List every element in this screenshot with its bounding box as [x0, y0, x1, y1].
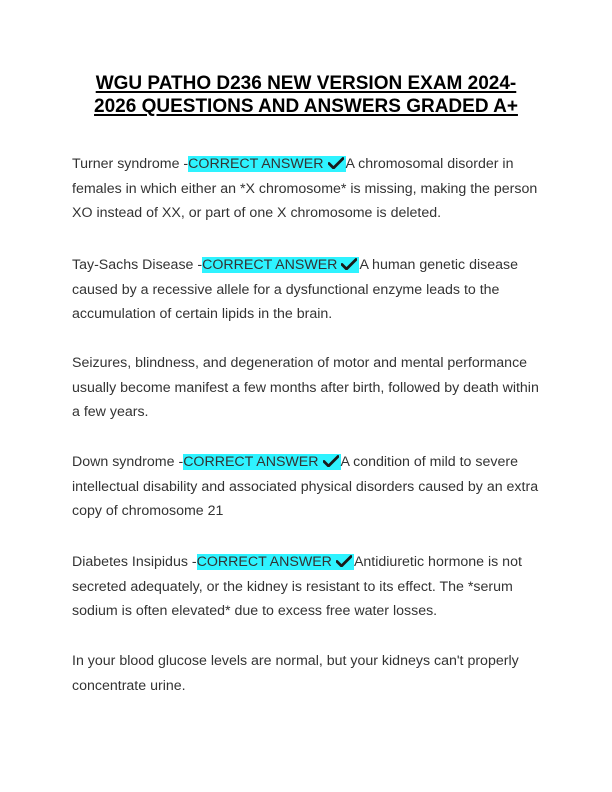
qa-answer-line: intellectual disability and associated physical disorders caused by an extra	[72, 478, 539, 495]
qa-item-diabetes-insipidus	[72, 550, 542, 624]
correct-answer-label: CORRECT ANSWER	[183, 454, 319, 470]
correct-answer-marker	[202, 257, 359, 273]
qa-answer-line: XO instead of XX, or part of one X chromosome is deleted.	[72, 205, 442, 221]
correct-answer-marker	[183, 454, 340, 470]
qa-answer-start: Antidiuretic hormone is not	[353, 554, 522, 570]
note-line: usually become manifest a few months after birth, followed by death within	[72, 379, 539, 396]
note-line: Seizures, blindness, and degeneration of motor and mental performance	[72, 355, 528, 371]
correct-answer-marker	[188, 156, 345, 172]
correct-answer-label: CORRECT ANSWER	[196, 554, 332, 570]
qa-answer-line: sodium is often elevated* due to excess free water losses.	[72, 603, 438, 619]
checkmark-icon	[341, 258, 357, 270]
correct-answer-marker	[197, 554, 354, 570]
qa-item-tay-sachs-disease	[72, 253, 542, 327]
title-line-1: WGU PATHO D236 NEW VERSION EXAM 2024-	[95, 73, 517, 94]
note-line: In your blood glucose levels are normal, but your kidneys can't properly	[72, 653, 519, 669]
qa-item-down-syndrome	[72, 450, 542, 524]
qa-answer-line: caused by a recessive allele for a dysfunctional enzyme leads to the	[72, 281, 500, 298]
correct-answer-label: CORRECT ANSWER	[188, 156, 324, 172]
qa-answer-start: A condition of mild to severe	[340, 454, 518, 470]
qa-term: Turner syndrome -	[72, 156, 189, 172]
qa-answer-line: females in which either an *X chromosome* is missing, making the person	[72, 180, 538, 197]
note-paragraph	[72, 351, 542, 425]
qa-item-turner-syndrome	[72, 152, 542, 226]
note-line: concentrate urine.	[72, 677, 186, 694]
qa-answer-start: A chromosomal disorder in	[345, 156, 514, 172]
note-line: a few years.	[72, 404, 149, 420]
qa-term: Diabetes Insipidus -	[72, 554, 197, 570]
checkmark-icon	[323, 455, 339, 467]
note-paragraph	[72, 649, 542, 698]
qa-term: Down syndrome -	[72, 454, 184, 470]
qa-answer-start: A human genetic disease	[359, 257, 518, 273]
checkmark-icon	[336, 555, 352, 567]
checkmark-icon	[328, 157, 344, 169]
document-title	[60, 72, 552, 118]
qa-term: Tay-Sachs Disease -	[72, 257, 203, 273]
title-line-2: 2026 QUESTIONS AND ANSWERS GRADED A+	[94, 96, 518, 117]
qa-answer-line: accumulation of certain lipids in the brain.	[72, 306, 333, 322]
qa-answer-line: copy of chromosome 21	[72, 503, 224, 519]
qa-answer-line: secreted adequately, or the kidney is resistant to its effect. The *serum	[72, 578, 513, 595]
correct-answer-label: CORRECT ANSWER	[202, 257, 338, 273]
